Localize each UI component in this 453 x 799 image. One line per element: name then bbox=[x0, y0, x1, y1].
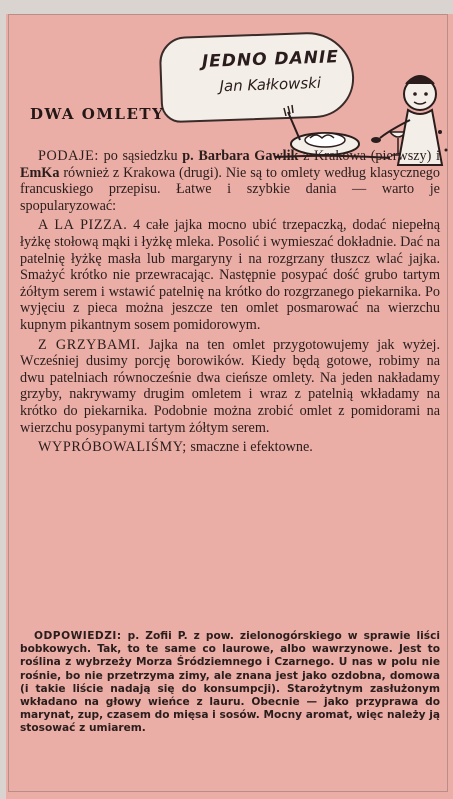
article-body bbox=[20, 148, 440, 456]
recipe-mushroom-paragraph bbox=[20, 337, 440, 437]
recipe-pizza-lead: A LA PIZZA. bbox=[38, 217, 128, 234]
recipe-mushroom-lead: Z GRZYBAMI. bbox=[38, 336, 141, 353]
scan-left-margin bbox=[0, 0, 6, 799]
recipe-pizza-paragraph bbox=[20, 217, 440, 333]
answers-lead: ODPOWIEDZI: bbox=[34, 630, 122, 642]
recipe-mushroom-text: Jajka na ten omlet przygotowujemy jak wyżej. Wcześniej dusimy porcję borowików. Kiedy będą gotowe, robimy na dwu patelniach równocześnie dwa cieńsze omlety. Na jeden nakładamy grzyby, nakrywamy drugim omletem i wraz z patelnią wkładamy na krótko do piekarnika. Podobnie można zrobić omlet z pomidorami na wierzchu posypanymi tartym żółtym serem. bbox=[20, 336, 440, 436]
column-title: JEDNO DANIE bbox=[201, 47, 340, 72]
intro-text-1: po sąsiedzku bbox=[98, 148, 183, 164]
article-headline: DWA OMLETY bbox=[30, 105, 165, 123]
intro-name-1: p. Barbara Gawlik bbox=[182, 148, 299, 164]
answers-text: p. Zofii P. z pow. zielonogórskiego w sprawie liści bobkowych. Tak, to te same co laurowe, albo wawrzynowe. Jest to roślina z wybrzeży Morza Śródziemnego i Czarnego. U nas w polu nie rośnie, bo nie przetrzyma zimy, ale znana jest jako ozdobna, domowa (i takie liście nadają się do konsumpcji). Starożytnym zasłużonym wkładano na głowy wieńce z lauru. Obecnie — jako przyprawa do marynat, zup, czasem do mięsa i sosów. Mocny aromat, więc należy ją stosować z umiarem. bbox=[20, 630, 440, 735]
verdict-lead: WYPRÓBOWALIŚMY; bbox=[38, 439, 187, 456]
intro-text-2: z Krakowa (pierwszy) i bbox=[298, 148, 440, 164]
scan-top-margin bbox=[0, 0, 453, 14]
intro-paragraph bbox=[20, 148, 440, 214]
intro-lead: PODAJE: bbox=[38, 148, 99, 164]
column-author: Jan Kałkowski bbox=[219, 73, 322, 96]
answers-paragraph bbox=[20, 630, 440, 736]
recipe-pizza-text: 4 całe jajka mocno ubić trzepaczką, dodać niepełną łyżkę stołową mąki i łyżkę mleka. Posolić i wymieszać dokładnie. Dać na patelnię łyżkę masła lub margaryny i na rozgrzany tłuszcz wlać jajka. Smażyć krótko nie przewracając. Następnie posypać dość grubo tartym żółtym serem i wstawić patelnię na krótko do rozgrzanego piekarnika. Po wyjęciu z pieca można jeszcze ten omlet posmarować na wierzchu kupnym pikantnym sosem pomidorowym. bbox=[20, 217, 440, 333]
verdict-paragraph bbox=[20, 439, 440, 456]
reader-answers bbox=[20, 630, 440, 736]
intro-name-2: EmKa bbox=[20, 164, 60, 181]
intro-text-3: również z Krakowa (drugi). Nie są to omlety według klasycznego francuskiego przepisu. Łatwe i szybkie dania — warto je spopularyzować: bbox=[20, 164, 440, 214]
verdict-text: smaczne i efektowne. bbox=[186, 439, 313, 456]
